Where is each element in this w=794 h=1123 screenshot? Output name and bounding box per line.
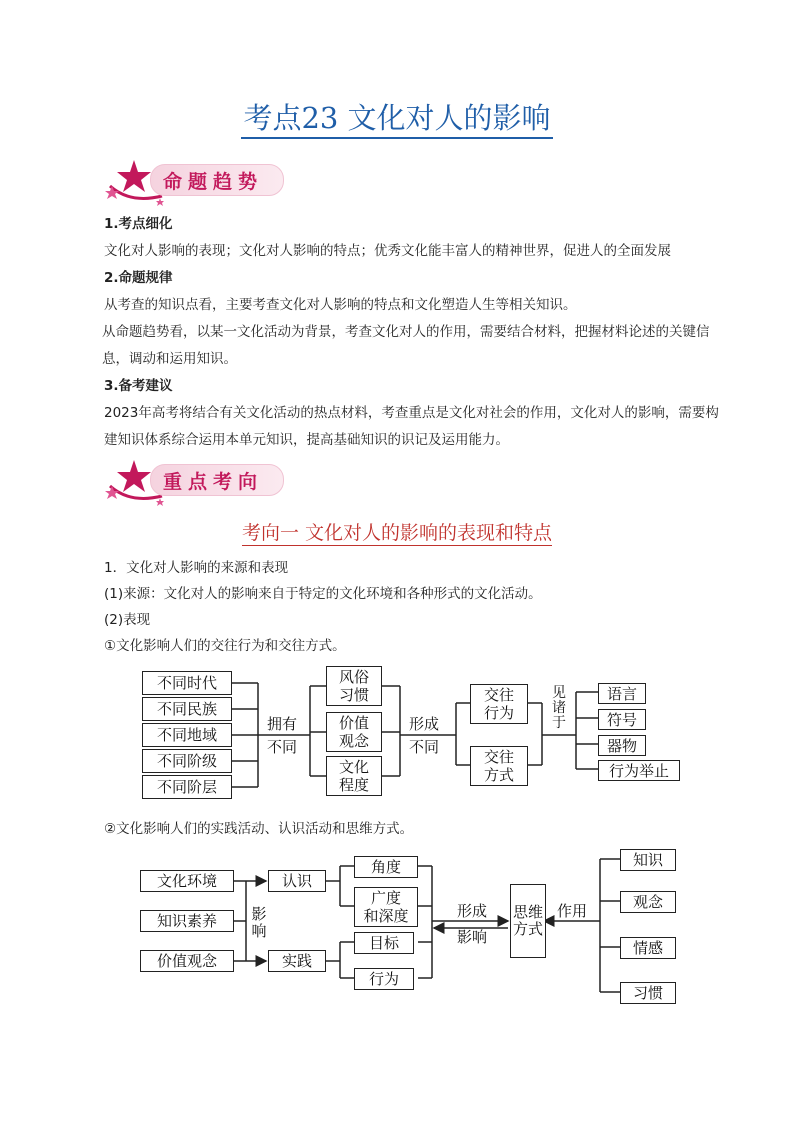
diagram-1-right-box-3: 行为举止: [598, 760, 680, 781]
trend-paragraph-2b: 从命题趋势看，以某一文化活动为背景，考查文化对人的作用，需要结合材料，把握材料论述的关键信息，调动和运用知识。: [102, 324, 710, 367]
section-title-text: 考向一 文化对人的影响的表现和特点: [241, 522, 553, 544]
diagram-1-left-box-3: 不同阶级: [142, 749, 232, 773]
diagram-2-label-influence: 影响: [251, 905, 267, 940]
diagram-1-action-box-0: 交往 行为: [470, 684, 528, 724]
diagram-2-left-box-1: 知识素养: [140, 910, 234, 932]
diagram-1-label-form: 形成: [408, 715, 439, 733]
diagram-1-mid-box-1: 价值 观念: [326, 712, 382, 752]
diagram-2-mid-box-1: 实践: [268, 950, 326, 972]
diagram-2-sub-box-1: 广度 和深度: [354, 887, 418, 927]
diagram-2-sub-box-2: 目标: [354, 932, 414, 954]
diagram-1-label-different-2: 不同: [408, 738, 439, 756]
trend-heading-3: 3.备考建议: [104, 378, 173, 394]
diagram-2-left-box-0: 文化环境: [140, 870, 234, 892]
trend-banner-label: 命题趋势: [163, 171, 264, 193]
section-line-4: ①文化影响人们的交往行为和交往方式。: [104, 638, 346, 654]
trend-paragraph-1: 文化对人影响的表现；文化对人影响的特点；优秀文化能丰富人的精神世界，促进人的全面发展: [104, 243, 671, 259]
trend-paragraph-2a: 从考查的知识点看，主要考查文化对人影响的特点和文化塑造人生等相关知识。: [104, 297, 577, 313]
diagram-2-left-box-2: 价值观念: [140, 950, 234, 972]
diagram-2-center-box: 思维方式: [510, 884, 546, 958]
trend-paragraph-3: 2023年高考将结合有关文化活动的热点材料，考查重点是文化对社会的作用，文化对人的影响，需要构建知识体系综合运用本单元知识，提高基础知识的识记及运用能力。: [104, 405, 719, 448]
page-title-text: 考点23 文化对人的影响: [241, 101, 552, 139]
diagram-1-label-different: 不同: [266, 738, 297, 756]
diagram-1-left-box-4: 不同阶层: [142, 775, 232, 799]
diagram-2-right-box-3: 习惯: [620, 982, 676, 1004]
diagram-1-mid-box-0: 风俗 习惯: [326, 666, 382, 706]
diagram-1-mid-box-2: 文化 程度: [326, 756, 382, 796]
diagram-1-right-box-1: 符号: [598, 709, 646, 730]
diagram-2-label-effect: 影响: [456, 928, 487, 946]
section-line-2: (1)来源：文化对人的影响来自于特定的文化环境和各种形式的文化活动。: [104, 586, 542, 602]
diagram-1-action-box-1: 交往 方式: [470, 746, 528, 786]
diagram-2-right-box-0: 知识: [620, 849, 676, 871]
section-line-3: (2)表现: [104, 612, 151, 628]
section-line-5: ②文化影响人们的实践活动、认识活动和思维方式。: [104, 821, 414, 837]
diagram-2-sub-box-0: 角度: [354, 856, 418, 878]
section-line-1: 1．文化对人影响的来源和表现: [104, 560, 289, 576]
diagram-2-right-box-2: 情感: [620, 937, 676, 959]
trend-heading-2: 2.命题规律: [104, 270, 173, 286]
diagram-2-right-box-1: 观念: [620, 891, 676, 913]
diagram-1-label-see: 见诸于: [552, 685, 566, 731]
focus-banner-label: 重点考向: [163, 471, 264, 493]
diagram-2-label-use: 作用: [556, 902, 587, 920]
diagram-1-right-box-0: 语言: [598, 683, 646, 704]
diagram-2-sub-box-3: 行为: [354, 968, 414, 990]
diagram-2-mid-box-0: 认识: [268, 870, 326, 892]
diagram-2-label-form: 形成: [456, 902, 487, 920]
diagram-1-right-box-2: 器物: [598, 735, 646, 756]
trend-heading-1: 1.考点细化: [104, 216, 173, 232]
diagram-1-left-box-1: 不同民族: [142, 697, 232, 721]
diagram-1-label-have: 拥有: [266, 715, 297, 733]
diagram-1-left-box-2: 不同地域: [142, 723, 232, 747]
diagram-1-left-box-0: 不同时代: [142, 671, 232, 695]
